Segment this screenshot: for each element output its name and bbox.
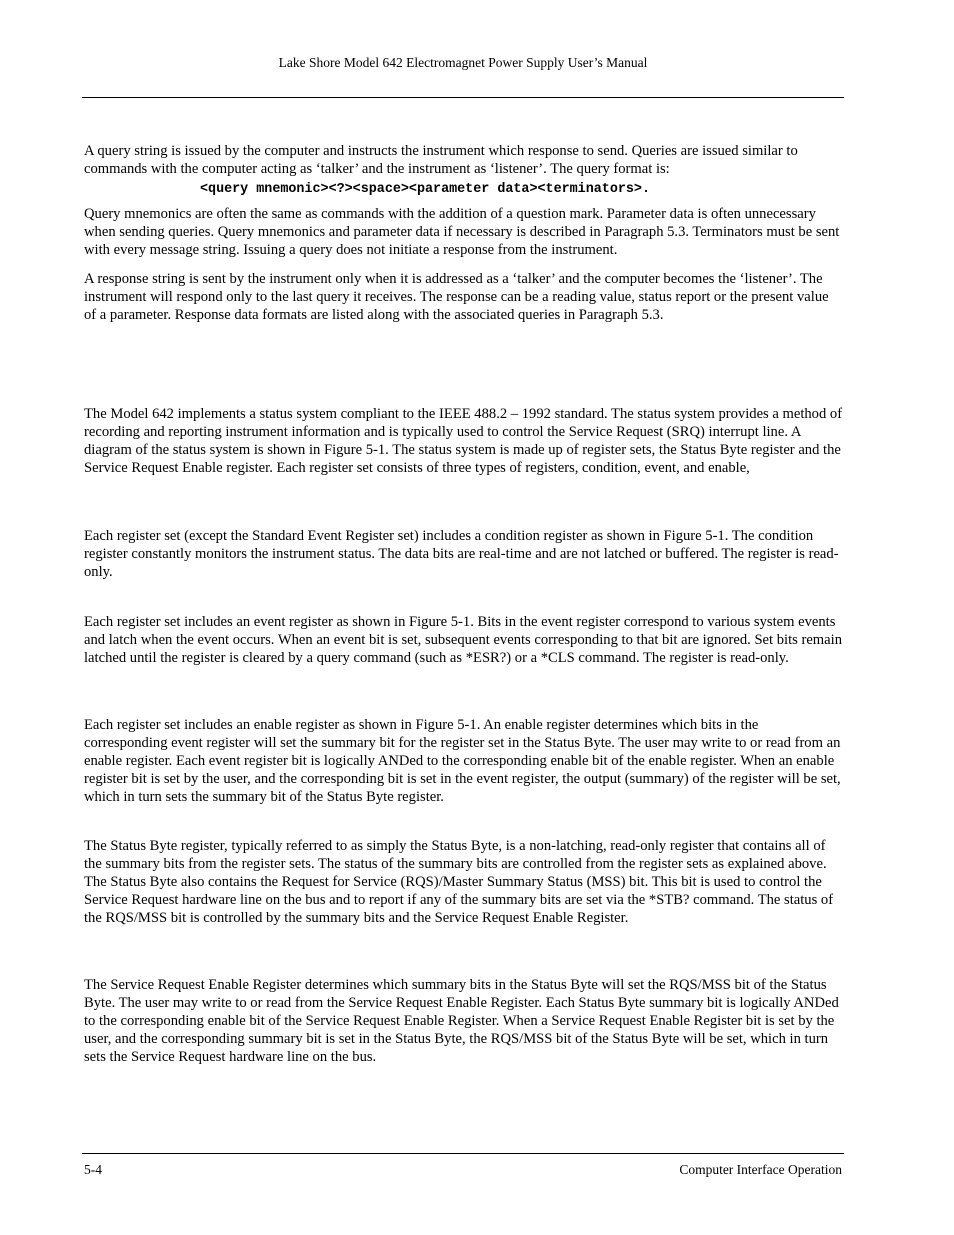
condition-register-paragraph: Each register set (except the Standard Event Register set) includes a condition register as shown in Figure 5-1. The condition register constantly monitors the instrument status. The data bits are real-time and are not latched or buffered. The register is read-only. [84,528,839,580]
footer-rule [82,1153,844,1154]
status-byte-paragraph: The Status Byte register, typically referred to as simply the Status Byte, is a non-latching, read-only register that contains all of the summary bits from the register sets. The status of the summary bits are controlled from the register sets as explained above. The Status Byte also contains the Request for Service (RQS)/Master Summary Status (MSS) bit. This bit is used to control the Service Request hardware line on the bus and to report if any of the summary bits are set via the *STB? command. The status of the RQS/MSS bit is controlled by the summary bits and the Service Request Enable Register. [84,838,834,926]
running-header: Lake Shore Model 642 Electromagnet Power Supply User’s Manual [278,55,648,70]
enable-register-paragraph: Each register set includes an enable register as shown in Figure 5-1. An enable register determines which bits in the corresponding event register will set the summary bit for the register set in the Status Byte. The user may write to or read from an enable register. Each event register bit is logically ANDed to the corresponding enable bit of the enable register. When an enable register bit is set by the user, and the corresponding bit is set in the event register, the output (summary) of the register will be set, which in turn sets the summary bit of the Status Byte register. [84,717,841,805]
response-paragraph: A response string is sent by the instrument only when it is addressed as a ‘talker’ and the computer becomes the ‘listener’. The instrument will respond only to the last query it receives. The response can be a reading value, status report or the present value of a parameter. Response data formats are listed along with the associated queries in Paragraph 5.3. [84,271,829,323]
query-mnemonics-paragraph: Query mnemonics are often the same as commands with the addition of a question mark. Parameter data is often unnecessary when sending queries. Query mnemonics and parameter data if necessary is described in Paragraph 5.3. Terminators must be sent with every message string. Issuing a query does not initiate a response from the instrument. [84,206,840,258]
section-title: Computer Interface Operation [679,1162,842,1177]
event-register-paragraph: Each register set includes an event register as shown in Figure 5-1. Bits in the event register correspond to various system events and latch when the event occurs. When an event bit is set, subsequent events corresponding to that bit are ignored. Set bits remain latched until the register is cleared by a query command (such as *ESR?) or a *CLS command. The register is read-only. [84,614,842,666]
query-paragraph: A query string is issued by the computer and instructs the instrument which response to send. Queries are issued similar to commands with the computer acting as ‘talker’ and the instrument as ‘listener’. The query format is: [84,143,798,177]
query-format-code: <query mnemonic><?><space><parameter data><terminators>. [200,182,650,197]
status-system-paragraph: The Model 642 implements a status system compliant to the IEEE 488.2 – 1992 standard. The status system provides a method of recording and reporting instrument information and is typically used to control the Service Request (SRQ) interrupt line. A diagram of the status system is shown in Figure 5-1. The status system is made up of register sets, the Status Byte register and the Service Request Enable register. Each register set consists of three types of registers, condition, event, and enable, [84,406,843,476]
header-rule [82,97,844,98]
service-request-enable-paragraph: The Service Request Enable Register determines which summary bits in the Status Byte will set the RQS/MSS bit of the Status Byte. The user may write to or read from the Service Request Enable Register. Each Status Byte summary bit is logically ANDed to the corresponding enable bit of the Service Request Enable Register. When a Service Request Enable Register bit is set by the user, and the corresponding summary bit is set in the Status Byte, the RQS/MSS bit of the Status Byte will be set, which in turn sets the Service Request hardware line on the bus. [84,977,839,1065]
page-number: 5-4 [84,1162,102,1177]
